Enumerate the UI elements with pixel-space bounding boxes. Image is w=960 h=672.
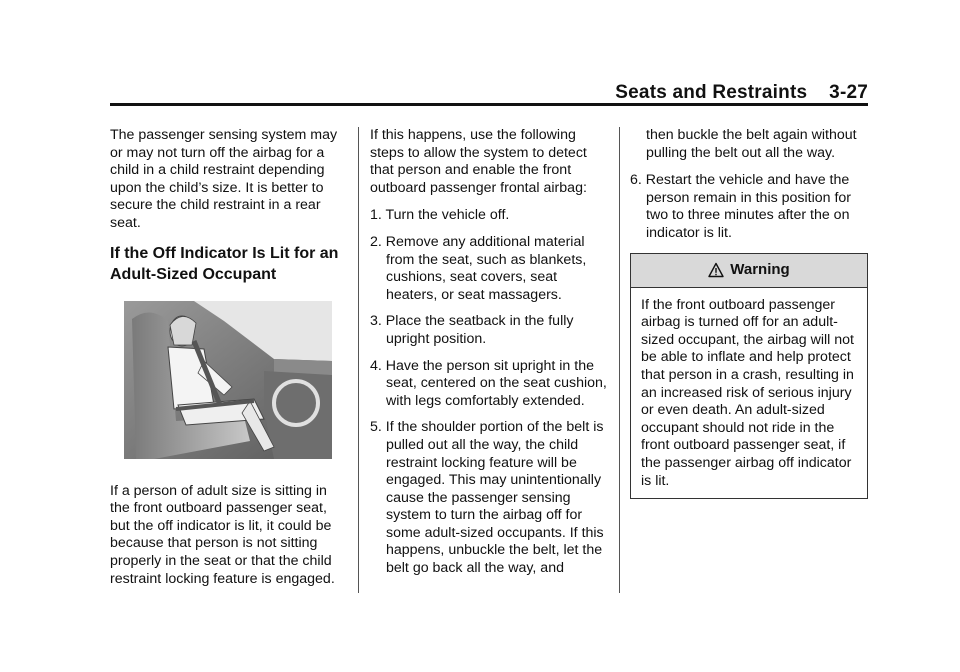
header-title	[615, 82, 868, 104]
subheading: If the Off Indicator Is Lit for an Adult-Sized Occupant	[110, 244, 339, 283]
warning-triangle-icon	[708, 262, 724, 278]
step-item: 1. Turn the vehicle off.	[370, 207, 510, 224]
steps-intro: If this happens, use the following steps to allow the system to detect that person and enable the front outboard passenger frontal airbag:	[370, 127, 587, 196]
warning-text: If the front outboard passenger airbag is turned off for an adult-sized occupant, the airbag will not be able to inflate and help protect that person in a crash, resulting in an increased risk of serious injury or even death. An adult-sized occupant should not ride in the front outboard passenger seat, if the passenger airbag off indicator is lit.	[641, 296, 854, 489]
step-item: 6. Restart the vehicle and have the person remain in this position for two to three minutes after the on indicator is lit.	[630, 172, 852, 241]
column-1	[110, 127, 346, 598]
section-title: Seats and Restraints	[615, 82, 808, 103]
step-continuation: then buckle the belt again without pulling the belt out all the way.	[646, 127, 857, 161]
step-item: 5. If the shoulder portion of the belt is pulled out all the way, the child restraint locking feature will be engaged. This may unintentionally cause the passenger sensing system to turn the airbag off for some adult-sized occupants. If this happens, unbuckle the belt, let the belt go back all the way, and	[370, 419, 604, 577]
column-divider-2	[619, 127, 620, 593]
warning-header	[631, 254, 867, 288]
body-paragraph: If a person of adult size is sitting in the front outboard passenger seat, but the off indicator is lit, it could be because that person is not sitting properly in the seat or that the child restraint locking feature is engaged.	[110, 482, 335, 587]
step-item: 3. Place the seatback in the fully upright position.	[370, 313, 574, 347]
column-3	[630, 127, 870, 499]
warning-box	[630, 253, 868, 500]
intro-paragraph: The passenger sensing system may or may not turn off the airbag for a child in a child restraint depending upon the child’s size. It is better to secure the child restraint in a rear seat.	[110, 127, 338, 231]
column-2	[370, 127, 610, 587]
column-divider-1	[358, 127, 359, 593]
step-item: 4. Have the person sit upright in the seat, centered on the seat cushion, with legs comfortably extended.	[370, 357, 607, 409]
step-item: 2. Remove any additional material from the seat, such as blankets, cushions, seat covers, seat heaters, or seat massagers.	[370, 233, 587, 303]
header-rule	[110, 103, 868, 106]
page-number: 3-27	[829, 82, 868, 103]
warning-title: Warning	[730, 261, 790, 279]
seated-occupant-illustration	[124, 301, 332, 459]
